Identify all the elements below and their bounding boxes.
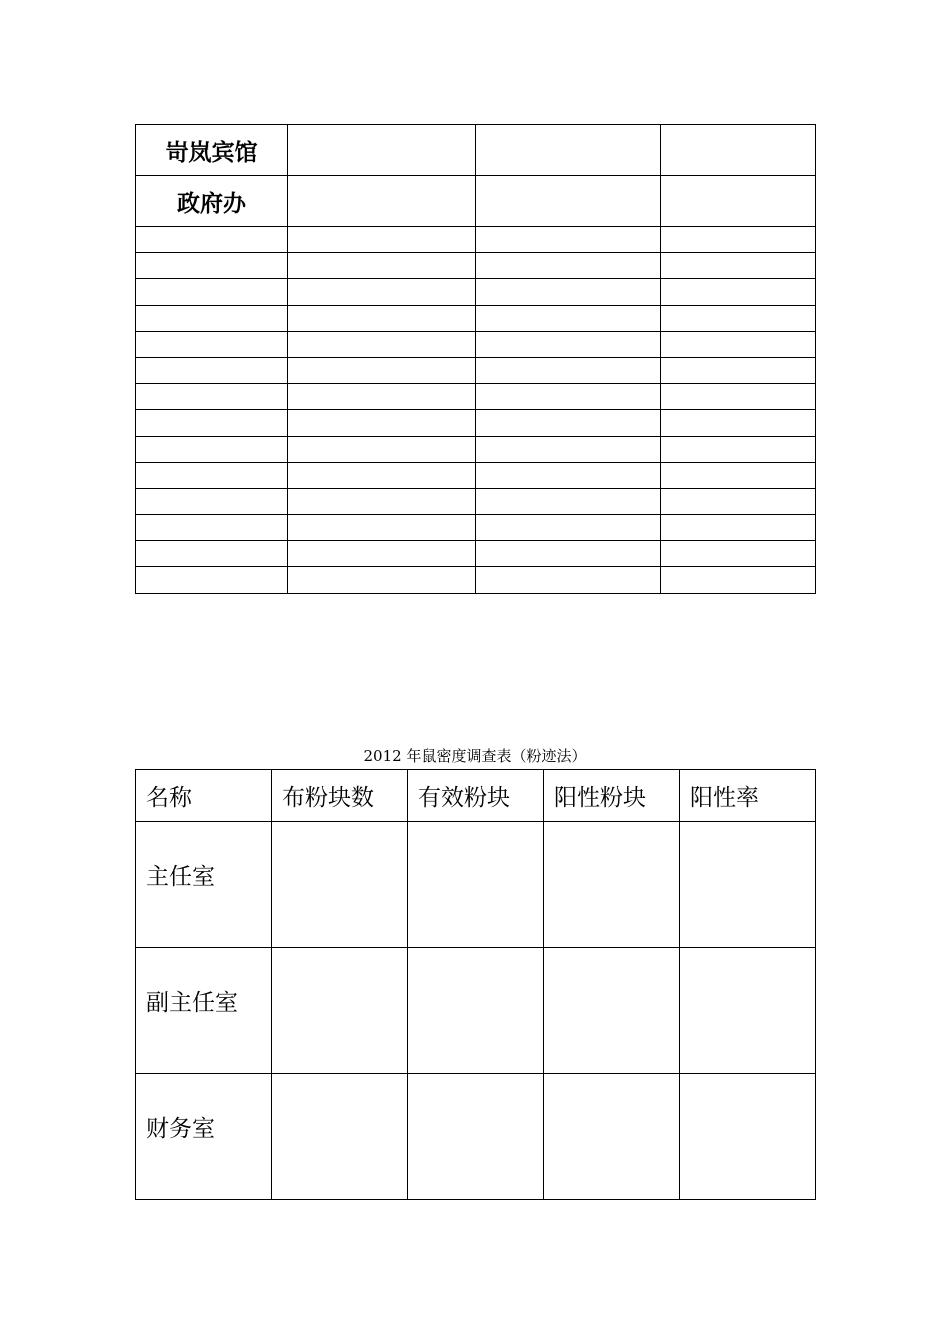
table-cell: [288, 227, 476, 253]
table-row: [136, 384, 816, 410]
table-cell: [476, 462, 661, 488]
table-cell: [661, 567, 816, 593]
table-cell: [544, 948, 680, 1074]
table-cell: [288, 384, 476, 410]
table-cell: [272, 1074, 408, 1200]
table-cell: [288, 567, 476, 593]
table-cell: [661, 410, 816, 436]
table-row: [136, 357, 816, 383]
table-cell: [288, 176, 476, 227]
table-row: [136, 541, 816, 567]
room-cell: 主任室: [136, 822, 272, 948]
table-cell: [136, 227, 288, 253]
table-cell: [661, 515, 816, 541]
table-cell: [476, 541, 661, 567]
table-cell: [136, 436, 288, 462]
table-cell: [680, 948, 816, 1074]
table-row: [136, 125, 816, 176]
table-caption: 2012 年鼠密度调查表（粉迹法）: [363, 747, 587, 765]
table-cell: [136, 253, 288, 279]
table-cell: [408, 948, 544, 1074]
table-cell: [136, 488, 288, 514]
room-cell: 副主任室: [136, 948, 272, 1074]
table-cell: [288, 462, 476, 488]
table-cell: [272, 822, 408, 948]
header-cell: 名称: [136, 770, 272, 822]
table-cell: [136, 410, 288, 436]
table-cell: [544, 822, 680, 948]
table-cell: [661, 305, 816, 331]
table-cell: [476, 331, 661, 357]
table-row: [136, 948, 816, 1074]
table-cell: [476, 227, 661, 253]
room-cell: 财务室: [136, 1074, 272, 1200]
table-cell: [680, 1074, 816, 1200]
table-cell: [136, 515, 288, 541]
table-cell: [476, 436, 661, 462]
table-cell: [680, 822, 816, 948]
table-cell: [136, 279, 288, 305]
table-cell: [476, 488, 661, 514]
table-cell: [136, 357, 288, 383]
table-cell: [136, 305, 288, 331]
table-row: [136, 176, 816, 227]
table-cell: [288, 357, 476, 383]
table-row: [136, 410, 816, 436]
table-cell: [661, 227, 816, 253]
table-cell: [288, 331, 476, 357]
table-cell: [476, 384, 661, 410]
table-cell: [408, 822, 544, 948]
table-cell: [288, 279, 476, 305]
table-cell: [136, 462, 288, 488]
table-cell: [476, 253, 661, 279]
table-cell: [661, 253, 816, 279]
table-cell: [661, 488, 816, 514]
table-cell: [661, 541, 816, 567]
table-cell: [136, 541, 288, 567]
table-top: [135, 124, 816, 594]
table-cell: [136, 384, 288, 410]
table-row: [136, 822, 816, 948]
table-cell: [288, 410, 476, 436]
table-row: [136, 436, 816, 462]
table-cell: [544, 1074, 680, 1200]
table-cell: [288, 125, 476, 176]
table-cell: [661, 384, 816, 410]
cell-name: 岢岚宾馆: [136, 125, 288, 176]
table-cell: [476, 125, 661, 176]
table-cell: [661, 462, 816, 488]
table-row: [136, 515, 816, 541]
table-cell: [661, 279, 816, 305]
table-cell: [136, 331, 288, 357]
table-row: [136, 227, 816, 253]
table-cell: [476, 410, 661, 436]
table-bottom: [135, 769, 816, 1200]
table-cell: [288, 305, 476, 331]
table-cell: [476, 176, 661, 227]
table-cell: [476, 279, 661, 305]
table-row: [136, 488, 816, 514]
table-cell: [288, 436, 476, 462]
table-row: [136, 305, 816, 331]
header-cell: 阳性粉块: [544, 770, 680, 822]
table-cell: [136, 567, 288, 593]
table-cell: [476, 305, 661, 331]
header-cell: 有效粉块: [408, 770, 544, 822]
table-cell: [661, 357, 816, 383]
table-cell: [272, 948, 408, 1074]
table-cell: [408, 1074, 544, 1200]
table-cell: [288, 253, 476, 279]
table-row: [136, 253, 816, 279]
table-row: [136, 1074, 816, 1200]
table-cell: [288, 541, 476, 567]
table-row: [136, 567, 816, 593]
cell-name: 政府办: [136, 176, 288, 227]
table-cell: [476, 567, 661, 593]
table-cell: [661, 436, 816, 462]
header-cell: 布粉块数: [272, 770, 408, 822]
header-cell: 阳性率: [680, 770, 816, 822]
table-row: [136, 462, 816, 488]
table-cell: [661, 125, 816, 176]
table-row: [136, 331, 816, 357]
table-cell: [661, 176, 816, 227]
table-cell: [288, 515, 476, 541]
table-row: [136, 279, 816, 305]
table-header-row: [136, 770, 816, 822]
table-cell: [661, 331, 816, 357]
table-cell: [476, 357, 661, 383]
table-cell: [476, 515, 661, 541]
table-cell: [288, 488, 476, 514]
